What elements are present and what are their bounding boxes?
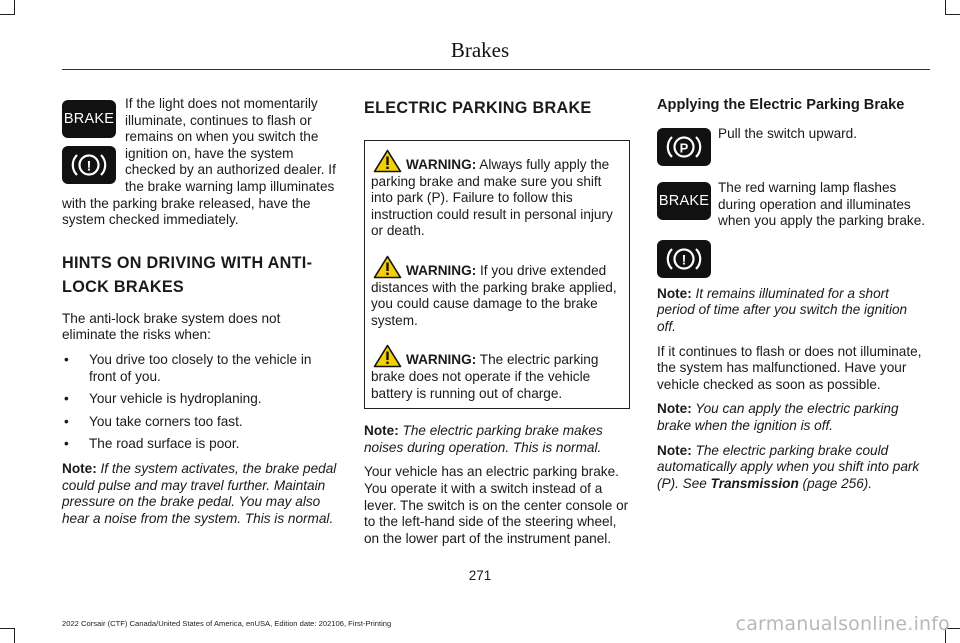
brake-warning-circle-icon	[62, 146, 116, 184]
list-item: • You take corners too fast.	[62, 414, 337, 431]
note-label: Note:	[657, 442, 692, 458]
warning-label: WARNING:	[406, 157, 477, 172]
anti-lock-risk-list	[62, 352, 337, 453]
watermark: carmanualsonline.info	[735, 613, 950, 635]
warning-text: Always fully apply the parking brake and make sure you shift into park (P). Failure to follow this instruction could result in personal injury or death.	[371, 157, 613, 239]
illumination-note	[657, 286, 928, 336]
page-number: 271	[468, 568, 492, 583]
brake-warning-circle-icon	[657, 240, 711, 278]
brake-icon: BRAKE	[62, 100, 116, 138]
warning-label: WARNING:	[406, 262, 477, 278]
transmission-page-link[interactable]: Transmission	[710, 475, 799, 491]
auto-apply-note	[657, 443, 928, 493]
anti-lock-note	[62, 461, 337, 527]
note-text: If the system activates, the brake pedal could pulse and may travel further. Maintain pressure on the brake pedal. You may also hear a noise from the system. This is normal.	[62, 460, 337, 526]
crop-mark-top-left	[0, 0, 15, 15]
crop-mark-bottom-left	[0, 628, 15, 643]
note-text: It remains illuminated for a short period of time after you switch the ignition off.	[657, 285, 908, 334]
warning-item	[371, 149, 623, 240]
brake-lamp-intro: If the light does not momentarily illuminate, continues to flash or remains on when you switch the ignition on, have the system checked by an authorized dealer. If the brake warning lamp illuminates with the parking brake released, have the system checked immediately.	[62, 96, 336, 228]
list-item: • Your vehicle is hydroplaning.	[62, 391, 337, 408]
step-text: Pull the switch upward.	[718, 126, 858, 141]
svg-text:P: P	[679, 140, 689, 156]
malfunction-text: If it continues to flash or does not illuminate, the system has malfunctioned. Have your vehicle checked as soon as possible.	[657, 343, 922, 392]
svg-text:!: !	[86, 157, 92, 174]
section-heading-electric-parking-brake: ELECTRIC PARKING BRAKE	[364, 99, 592, 117]
parking-brake-note	[364, 423, 630, 456]
brake-icon: BRAKE	[657, 182, 711, 220]
note-label: Note:	[657, 401, 692, 417]
section-heading-applying: Applying the Electric Parking Brake	[657, 97, 905, 113]
list-item: • You drive too closely to the vehicle in front of you.	[62, 352, 337, 385]
ignition-off-note	[657, 401, 928, 434]
note-label: Note:	[62, 460, 97, 476]
note-text: You can apply the electric parking brake when the ignition is off.	[657, 401, 899, 433]
column-right	[657, 96, 928, 500]
header-divider	[62, 69, 930, 70]
column-middle	[364, 96, 630, 555]
note-text: The electric parking brake could automatically apply when you shift into park (P). See	[657, 442, 920, 491]
list-item: • The road surface is poor.	[62, 436, 337, 453]
warning-label: WARNING:	[406, 352, 477, 368]
anti-lock-lead: The anti-lock brake system does not eliminate the risks when:	[62, 310, 281, 343]
warning-box	[364, 140, 630, 409]
page-title: Brakes	[450, 38, 510, 62]
step-pull-switch	[657, 126, 928, 166]
section-heading-anti-lock: HINTS ON DRIVING WITH ANTI- LOCK BRAKES	[62, 253, 313, 296]
column-left	[62, 96, 337, 535]
warning-triangle-icon	[373, 149, 402, 173]
parking-brake-p-icon	[657, 128, 711, 166]
warning-text: The electric parking brake does not operate if the vehicle battery is running out of charge.	[371, 352, 599, 401]
note-text: (page 256).	[798, 475, 873, 491]
warning-item	[371, 255, 623, 329]
warning-triangle-icon	[373, 344, 402, 368]
note-label: Note:	[364, 423, 399, 439]
edition-footer: 2022 Corsair (CTF) Canada/United States of America, enUSA, Edition date: 202106, First-Printing	[62, 619, 392, 628]
warning-text: If you drive extended distances with the parking brake applied, you could cause damage to the brake system.	[371, 262, 617, 328]
brake-warning-icons	[62, 100, 116, 192]
note-text: The electric parking brake makes noises during operation. This is normal.	[364, 423, 603, 455]
note-label: Note:	[657, 285, 692, 301]
step-text: The red warning lamp flashes during operation and illuminates when you apply the parking brake.	[718, 180, 926, 229]
warning-triangle-icon	[373, 255, 402, 279]
crop-mark-top-right	[945, 0, 960, 15]
warning-item	[371, 344, 623, 402]
step-warning-lamp	[657, 180, 928, 230]
svg-text:!: !	[681, 251, 687, 268]
parking-brake-description: Your vehicle has an electric parking brake. You operate it with a switch instead of a lever. The switch is on the center console or to the left-hand side of the steering wheel, on the lower part of the instrument panel.	[364, 464, 629, 546]
